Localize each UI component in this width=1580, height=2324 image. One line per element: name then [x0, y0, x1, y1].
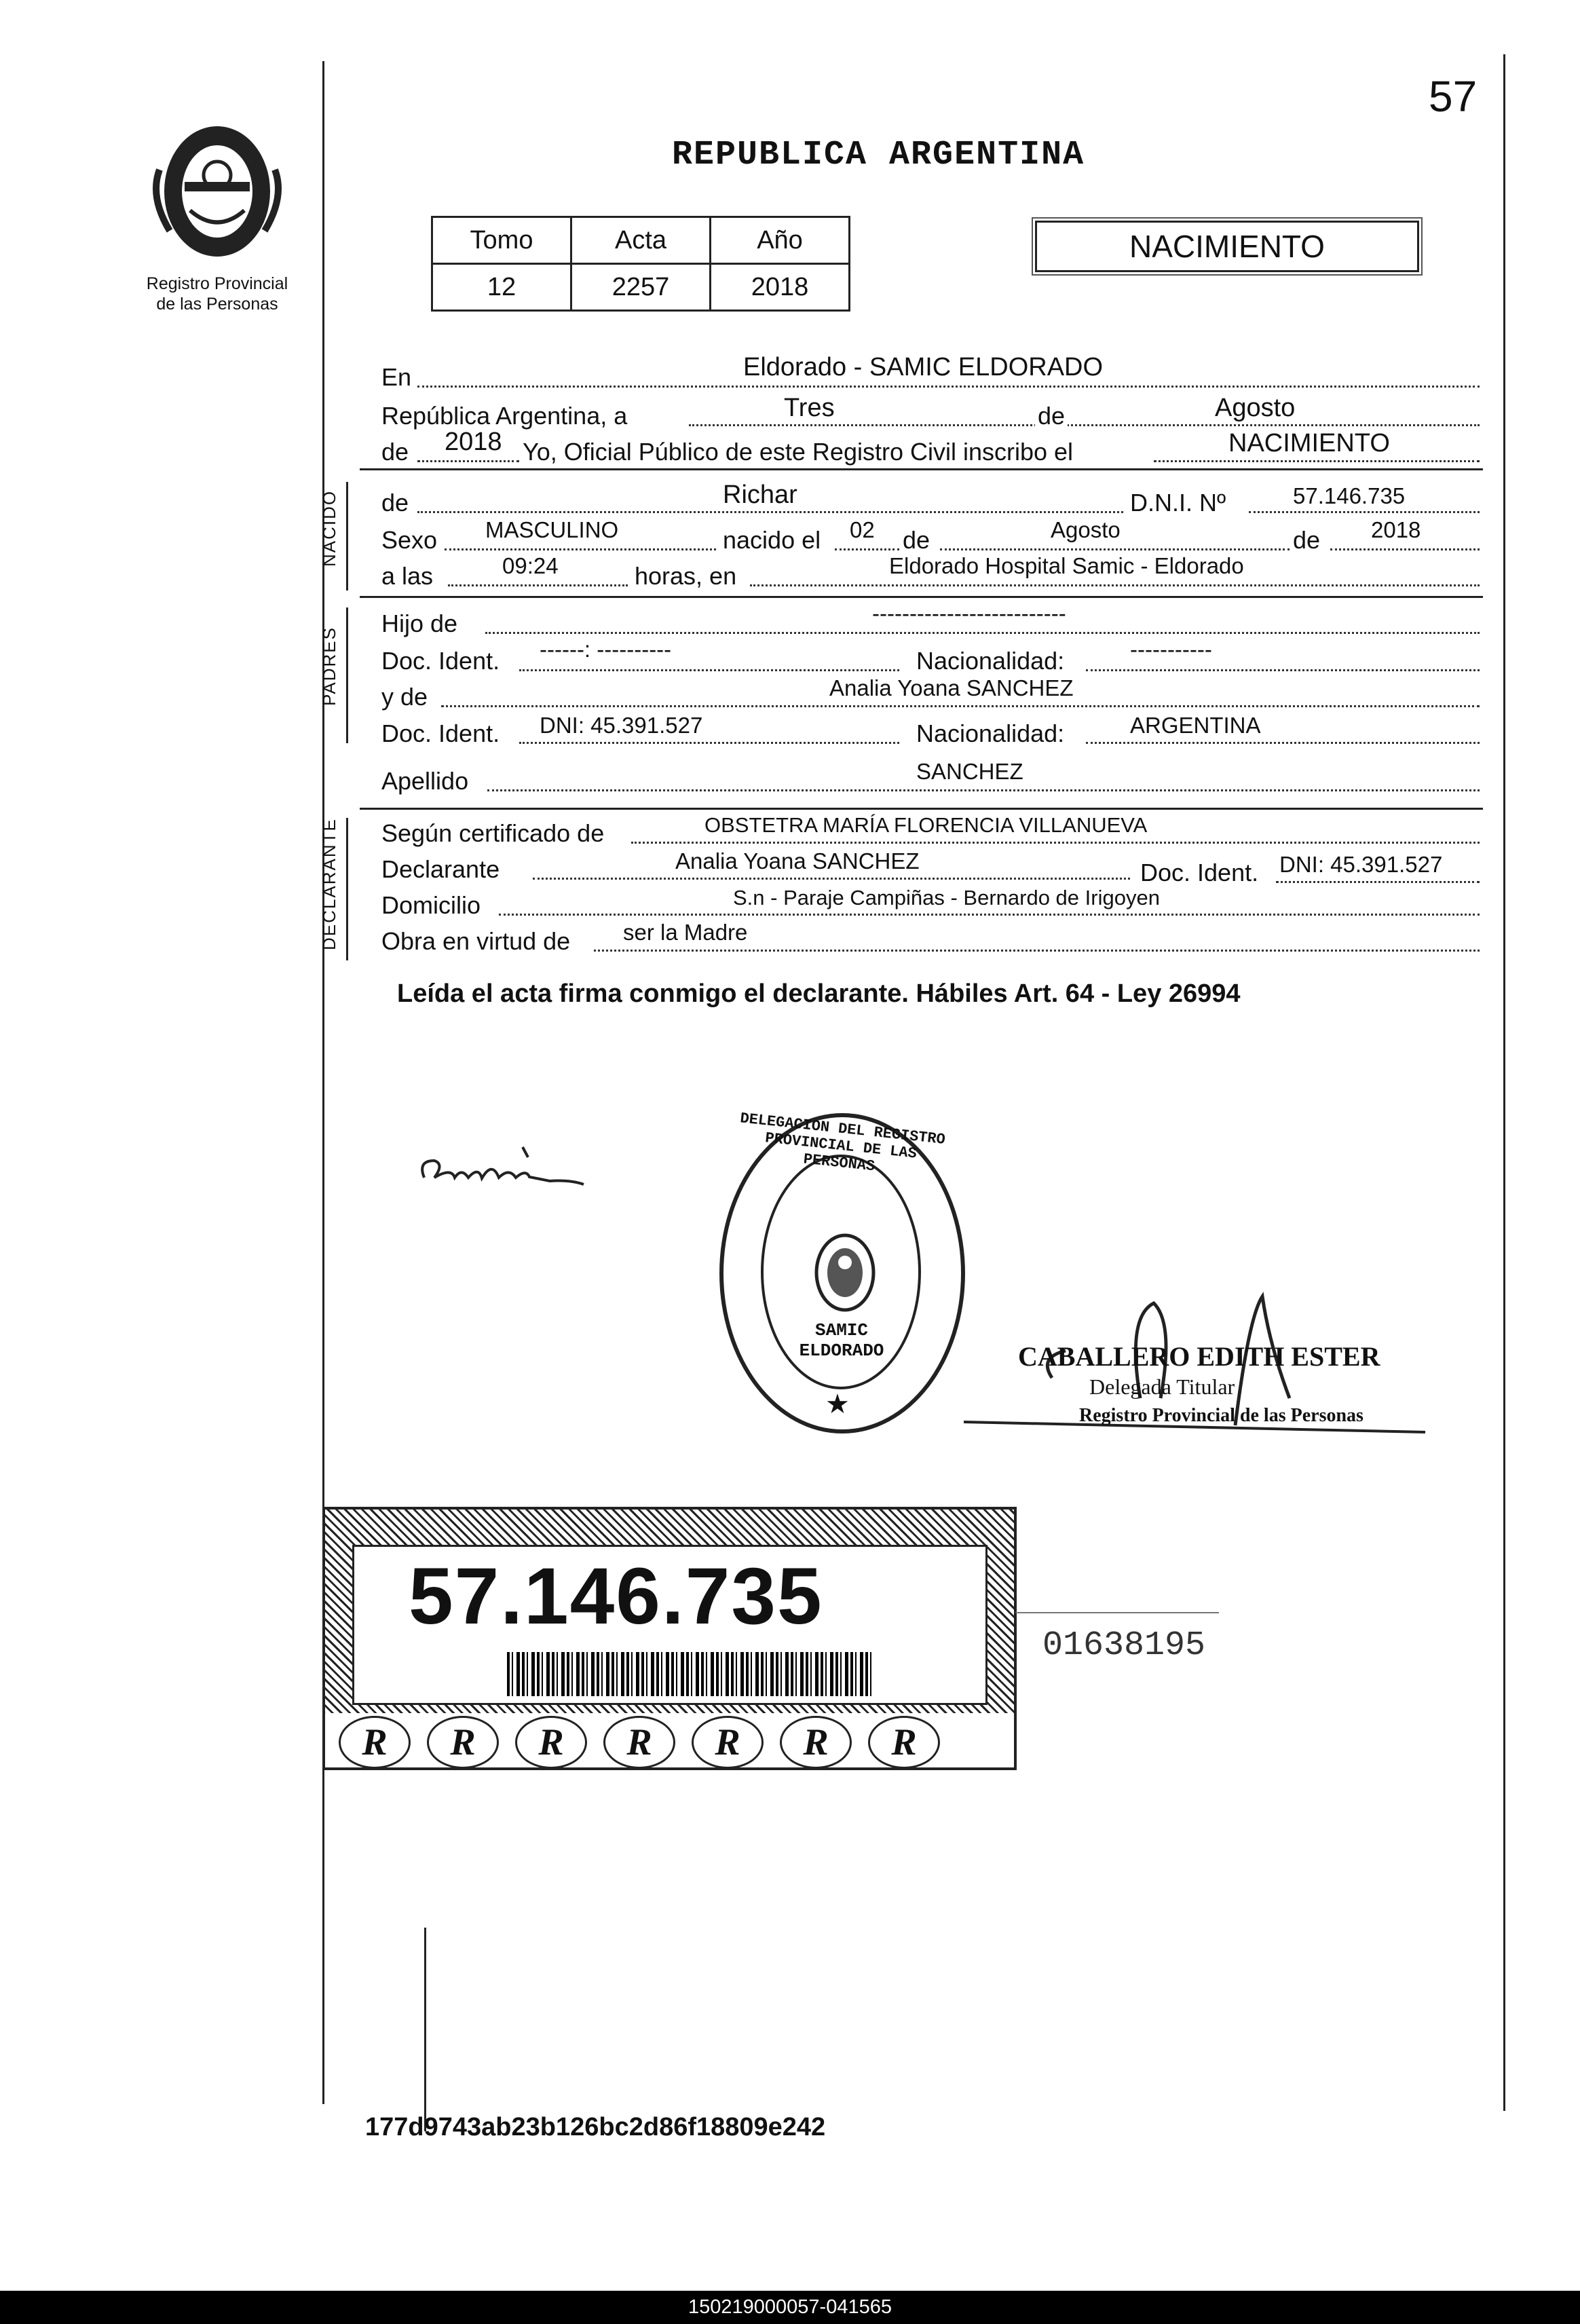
dotted-line — [689, 424, 1480, 426]
seal-inner-text: SAMIC ELDORADO — [799, 1320, 884, 1361]
section-divider — [360, 468, 1483, 470]
value-place: Eldorado - SAMIC ELDORADO — [743, 353, 1104, 381]
dotted-line — [417, 511, 1123, 513]
label-a-las: a las — [381, 562, 434, 590]
value-declarant-doc: DNI: 45.391.527 — [1279, 852, 1443, 877]
value-father: -------------------------- — [872, 601, 1066, 626]
value-mother: Analia Yoana SANCHEZ — [829, 675, 1074, 700]
value-father-nat: ----------- — [1130, 637, 1212, 662]
value-sex: MASCULINO — [485, 517, 619, 542]
value-birth-month: Agosto — [1051, 517, 1121, 542]
left-margin-line — [322, 61, 324, 2104]
dotted-line — [631, 842, 1480, 844]
label-segun-cert: Según certificado de — [381, 819, 605, 847]
signatory-title: Delegada Titular — [1089, 1374, 1235, 1399]
value-year: 2018 — [445, 428, 502, 456]
table-header-tomo: Tomo — [432, 217, 571, 264]
table-header-ano: Año — [711, 217, 850, 264]
dotted-line — [835, 548, 899, 550]
value-by-virtue: ser la Madre — [623, 920, 748, 945]
reference-number: 01638195 — [1015, 1612, 1219, 1678]
value-day: Tres — [784, 394, 835, 422]
value-surname: SANCHEZ — [916, 759, 1023, 784]
dotted-line — [448, 584, 628, 586]
declarant-signature — [414, 1140, 590, 1195]
label-sexo: Sexo — [381, 526, 438, 554]
label-de-year: de — [381, 438, 409, 466]
dotted-line — [485, 632, 1480, 634]
label-de-name: de — [381, 489, 409, 517]
official-seal — [719, 1110, 965, 1433]
footer-id: 150219000057-041565 — [0, 2291, 1580, 2324]
registered-mark-icon: R — [339, 1716, 411, 1769]
value-dni: 57.146.735 — [1293, 483, 1406, 508]
dotted-line — [441, 705, 1480, 707]
label-nacionalidad-1: Nacionalidad: — [916, 647, 1065, 675]
signatory-name: CABALLERO EDITH ESTER — [1018, 1341, 1380, 1372]
registered-mark-icon: R — [692, 1716, 764, 1769]
value-father-doc: ------: ---------- — [540, 637, 672, 662]
page-number: 57 — [1429, 72, 1478, 121]
label-hijo-de: Hijo de — [381, 610, 458, 637]
label-dni: D.N.I. Nº — [1130, 489, 1226, 517]
dotted-line — [487, 789, 1480, 791]
value-address: S.n - Paraje Campiñas - Bernardo de Irigoyen — [733, 886, 1160, 910]
value-birth-year: 2018 — [1371, 517, 1421, 542]
registered-mark-icon: R — [427, 1716, 499, 1769]
dotted-line — [1086, 742, 1480, 744]
side-label-declarante: DECLARANTE — [319, 818, 339, 950]
value-name: Richar — [723, 481, 797, 509]
registered-mark-icon: R — [780, 1716, 852, 1769]
document-title: REPUBLICA ARGENTINA — [672, 136, 1085, 174]
dotted-line — [519, 669, 899, 671]
label-de-birth-year: de — [1293, 526, 1321, 554]
registered-mark-icon: R — [868, 1716, 940, 1769]
label-doc-ident-3: Doc. Ident. — [1140, 859, 1259, 886]
dotted-line — [445, 548, 716, 550]
value-mother-nat: ARGENTINA — [1130, 713, 1261, 738]
dotted-line — [417, 460, 519, 462]
table-value-ano: 2018 — [711, 264, 850, 311]
dotted-line — [750, 584, 1480, 586]
dotted-line — [1086, 669, 1480, 671]
label-nacionalidad-2: Nacionalidad: — [916, 719, 1065, 747]
barcode-label — [322, 1507, 1017, 1770]
dotted-line — [499, 914, 1480, 916]
side-label-padres: PADRES — [319, 626, 339, 706]
table-header-acta: Acta — [571, 217, 711, 264]
dotted-line — [594, 950, 1480, 952]
dotted-line — [1330, 548, 1480, 550]
book-reference-table — [431, 216, 850, 312]
label-nacido-el: nacido el — [723, 526, 821, 554]
section-bar — [346, 818, 348, 960]
table-value-tomo: 12 — [432, 264, 571, 311]
label-horas-en: horas, en — [635, 562, 737, 590]
section-divider — [360, 596, 1483, 598]
dotted-line — [519, 742, 899, 744]
value-birth-time: 09:24 — [502, 553, 559, 578]
value-declarant: Analia Yoana SANCHEZ — [675, 848, 920, 874]
document-hash: 177d9743ab23b126bc2d86f18809e242 — [365, 2113, 826, 2141]
dotted-line — [1276, 881, 1480, 883]
section-divider — [360, 808, 1483, 810]
dotted-line — [533, 878, 1130, 880]
side-label-nacido: NACIDO — [319, 489, 339, 567]
label-doc-ident-2: Doc. Ident. — [381, 719, 500, 747]
label-republica: República Argentina, a — [381, 402, 628, 430]
record-type-box: NACIMIENTO — [1035, 221, 1419, 272]
label-en: En — [381, 363, 412, 391]
dotted-line — [417, 386, 1480, 388]
label-apellido: Apellido — [381, 767, 469, 795]
dotted-line — [1249, 511, 1480, 513]
label-de-birth-month: de — [903, 526, 930, 554]
value-month: Agosto — [1215, 394, 1296, 422]
value-birth-day: 02 — [850, 517, 875, 542]
label-obra-virtud: Obra en virtud de — [381, 927, 571, 955]
label-y-de: y de — [381, 683, 428, 711]
dotted-line — [940, 548, 1290, 550]
seal-crest-icon — [811, 1232, 879, 1313]
table-value-acta: 2257 — [571, 264, 711, 311]
label-inscribo: Yo, Oficial Público de este Registro Civil inscribo el — [523, 438, 1074, 466]
provincial-coat-of-arms-icon — [143, 115, 292, 265]
label-declarante: Declarante — [381, 855, 500, 883]
barcode-bars — [507, 1652, 873, 1696]
signatory-org: Registro Provincial de las Personas — [1079, 1405, 1363, 1426]
closing-note: Leída el acta firma conmigo el declarante. Hábiles Art. 64 - Ley 26994 — [397, 979, 1241, 1008]
star-icon: ★ — [825, 1389, 850, 1419]
right-margin-line — [1503, 54, 1505, 2111]
value-certifier: OBSTETRA MARÍA FLORENCIA VILLANUEVA — [704, 813, 1148, 837]
section-bar — [346, 482, 348, 591]
label-doc-ident-1: Doc. Ident. — [381, 647, 500, 675]
value-act: NACIMIENTO — [1228, 429, 1390, 457]
section-bar — [346, 607, 348, 743]
label-de-month: de — [1035, 402, 1068, 430]
registered-mark-icon: R — [603, 1716, 675, 1769]
registry-logo — [115, 115, 319, 314]
seal-outer-text: DELEGACION DEL REGISTRO PROVINCIAL DE LAS PERSONAS — [739, 1110, 946, 1176]
dotted-line — [1154, 460, 1480, 462]
lower-margin-mark — [424, 1928, 426, 2131]
label-domicilio: Domicilio — [381, 891, 481, 919]
value-mother-doc: DNI: 45.391.527 — [540, 713, 703, 738]
logo-caption: Registro Provincial de las Personas — [146, 274, 288, 314]
registered-mark-icon: R — [515, 1716, 587, 1769]
value-birth-place: Eldorado Hospital Samic - Eldorado — [889, 553, 1244, 578]
barcode-number: 57.146.735 — [409, 1552, 823, 1641]
